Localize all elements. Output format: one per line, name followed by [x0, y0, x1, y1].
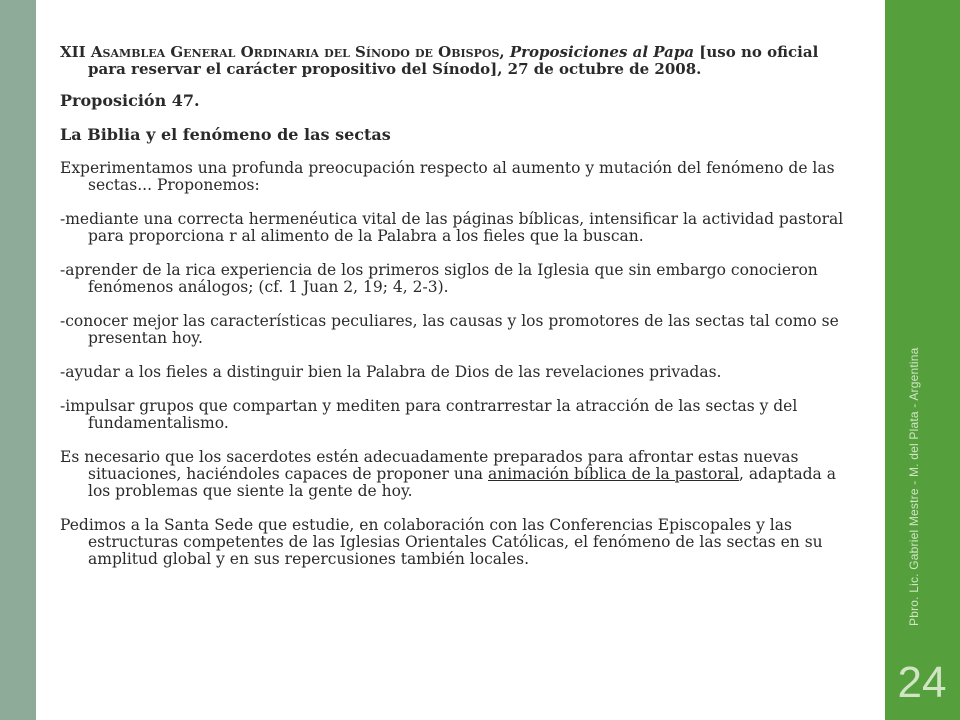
author-credit: Pbro. Lic. Gabriel Mestre - M. del Plata - Argentina — [907, 347, 921, 626]
priests-after: , adaptada a los problemas que siente la gente de hoy. — [88, 465, 836, 500]
intro-paragraph: Experimentamos una profunda preocupación respecto al aumento y mutación del fenómeno de las sectas... Proponemos: — [60, 159, 835, 194]
citation-doc-title: Proposiciones al Papa — [509, 43, 695, 61]
list-item: -conocer mejor las características peculiares, las causas y los promotores de las sectas tal como se presentan hoy. — [60, 312, 839, 347]
list-item: -mediante una correcta hermenéutica vital de las páginas bíblicas, intensificar la actividad pastoral para proporciona r al alimento de la Palabra a los fieles que la buscan. — [60, 210, 844, 245]
priests-underlined: animación bíblica de la pastoral — [487, 465, 739, 483]
priests-before: Es necesario que los sacerdotes estén adecuadamente preparados para afrontar estas nuevas situaciones, haciéndoles capaces de proponer una — [60, 448, 799, 483]
left-decorative-bar — [0, 0, 36, 720]
citation-sep: , — [499, 43, 510, 61]
citation-prefix: XII — [60, 43, 91, 61]
slide-content — [60, 44, 852, 585]
request-paragraph: Pedimos a la Santa Sede que estudie, en colaboración con las Conferencias Episcopales y las estructuras competentes de las Iglesias Orientales Católicas, el fenómeno de las sectas en su amplitud global y en sus repercusiones también locales. — [60, 516, 823, 568]
page-number: 24 — [897, 658, 947, 707]
list-item: -ayudar a los fieles a distinguir bien la Palabra de Dios de las revelaciones privadas. — [60, 363, 722, 381]
citation-rest: [uso no oficial para reservar el carácter propositivo del Sínodo], 27 de octubre de 2008. — [88, 43, 819, 78]
citation-source: Asamblea General Ordinaria del Sínodo de Obispos — [90, 43, 500, 61]
priests-paragraph — [60, 449, 852, 500]
proposition-number: Proposición 47. — [60, 91, 200, 110]
proposition-heading: La Biblia y el fenómeno de las sectas — [60, 125, 391, 144]
list-item: -impulsar grupos que compartan y mediten para contrarrestar la atracción de las sectas y del fundamentalismo. — [60, 397, 798, 432]
citation — [60, 44, 852, 78]
list-item: -aprender de la rica experiencia de los primeros siglos de la Iglesia que sin embargo conocieron fenómenos análogos; (cf. 1 Juan 2, 19; 4, 2-3). — [60, 261, 818, 296]
right-green-bar — [885, 0, 960, 720]
